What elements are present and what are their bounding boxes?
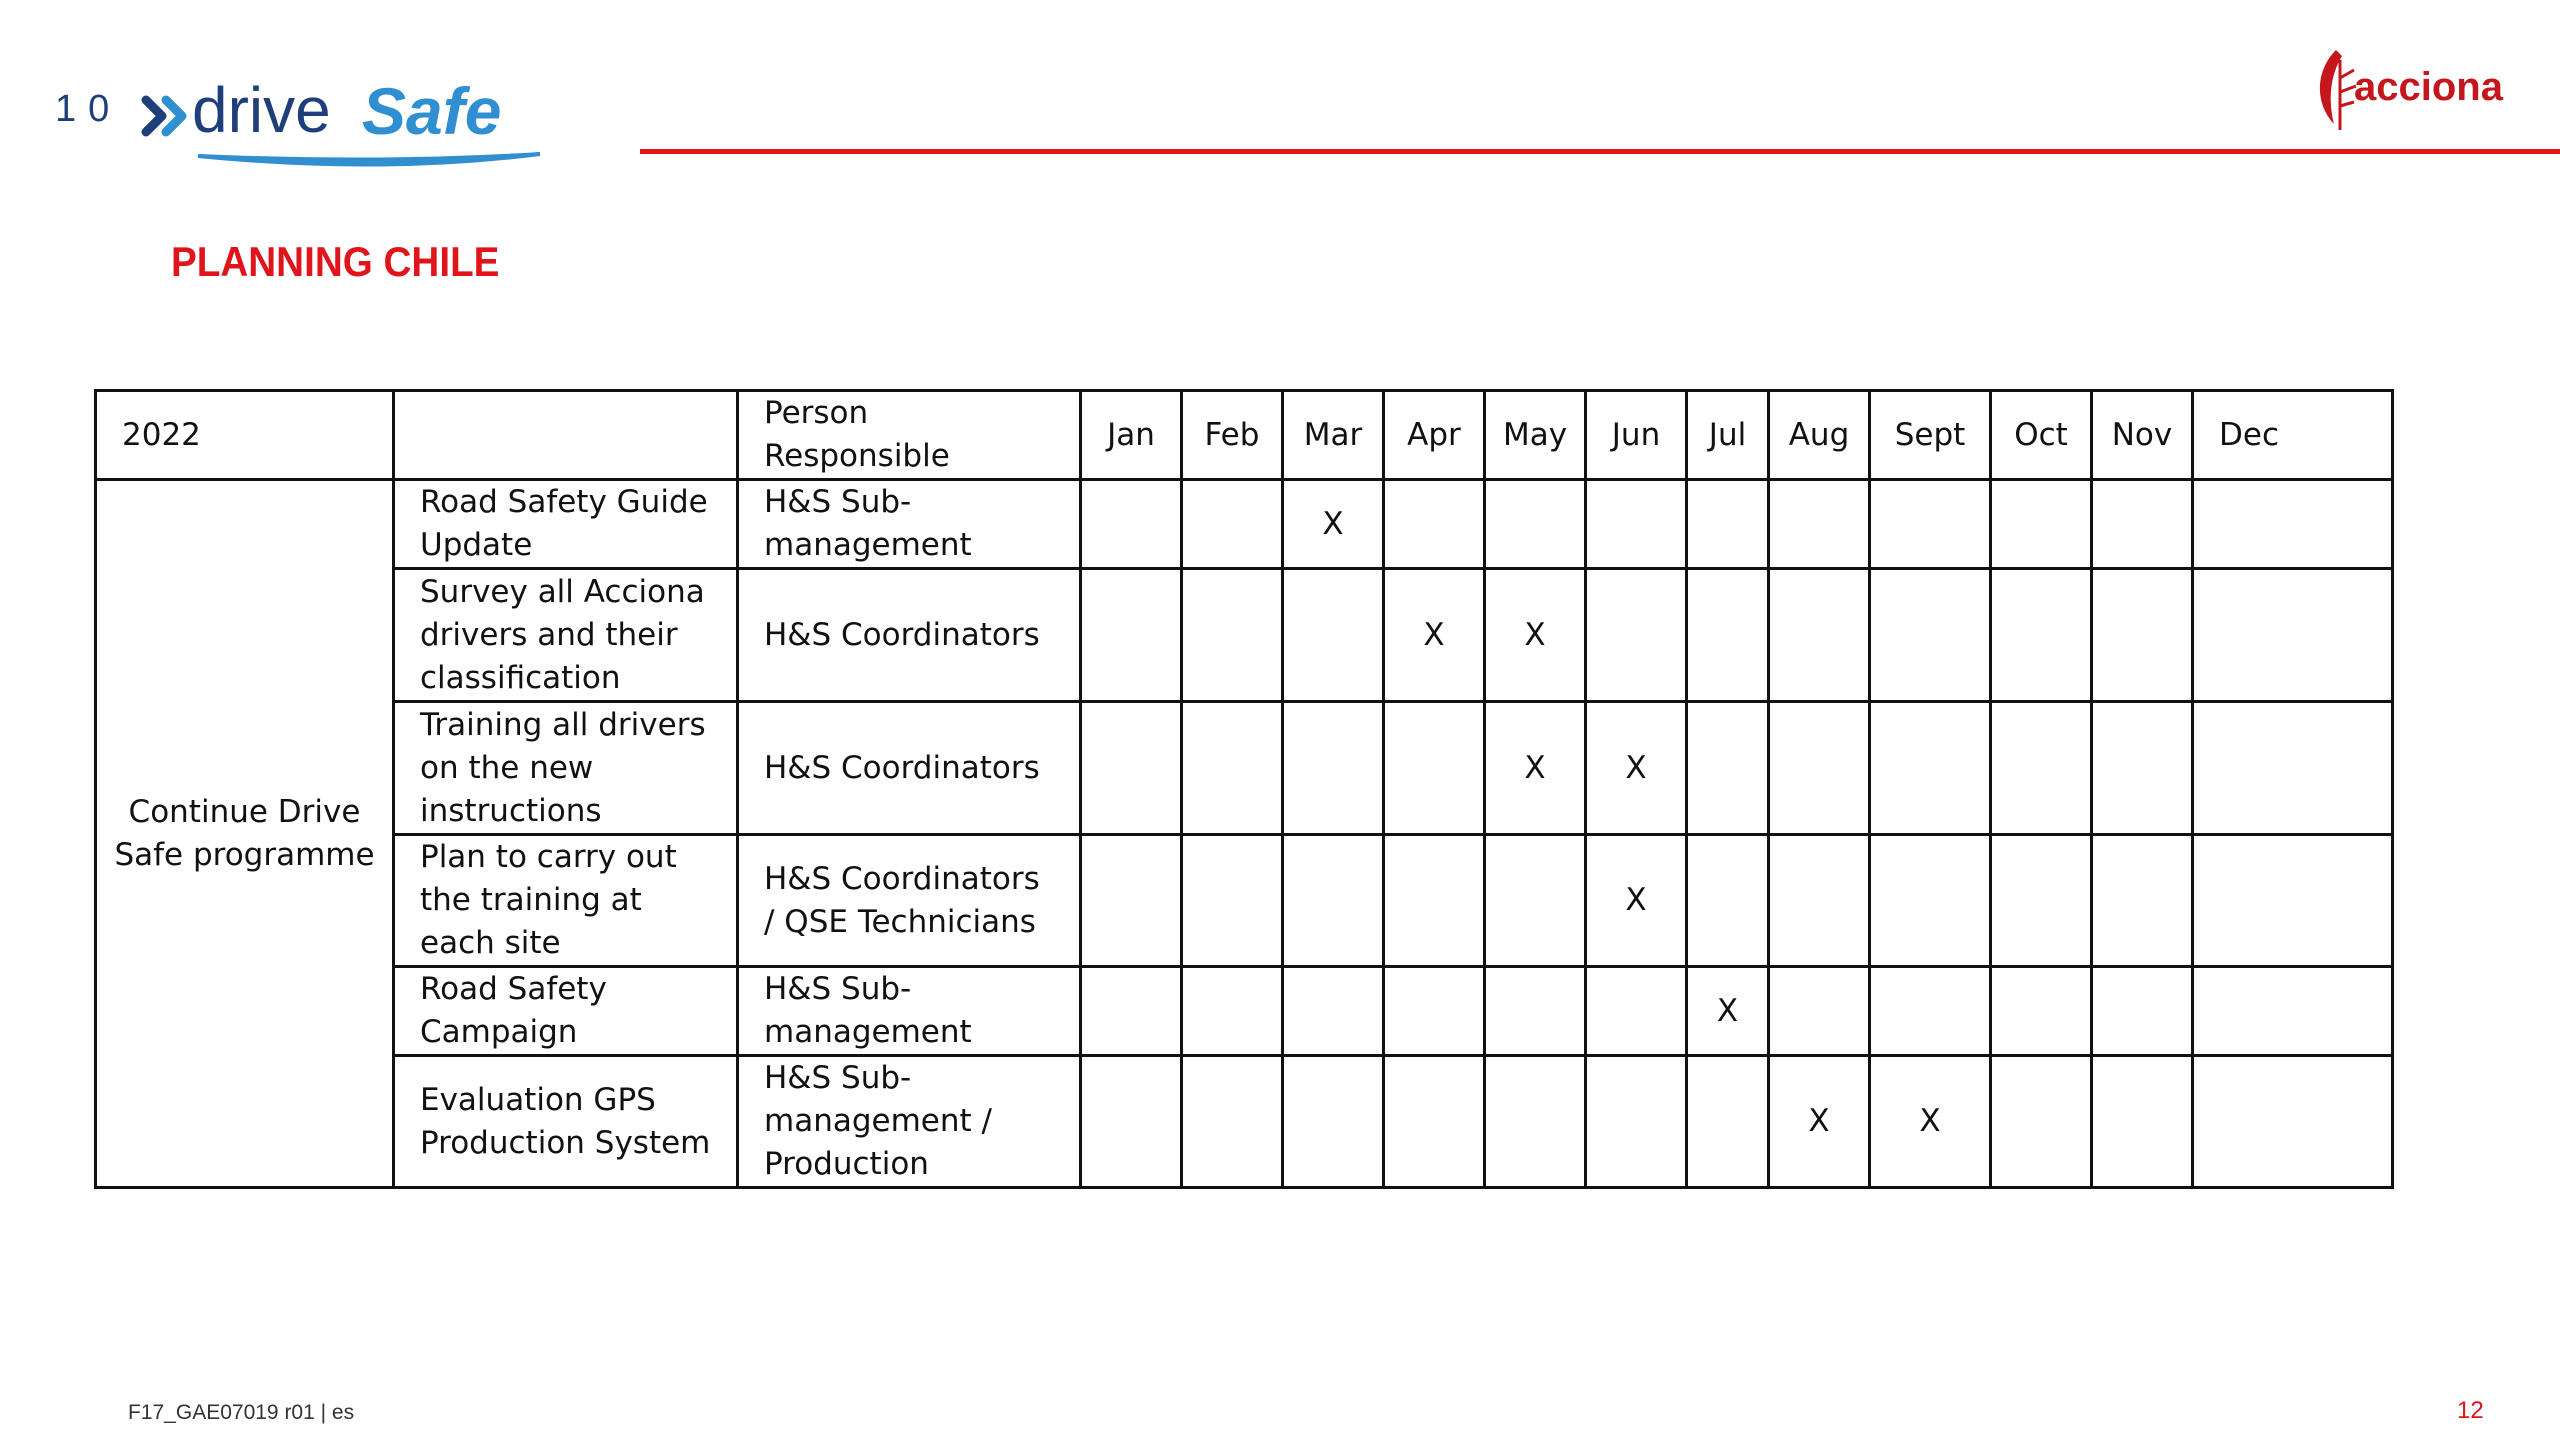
task-cell: Evaluation GPS Production System <box>394 1056 738 1188</box>
month-cell-jan <box>1081 835 1182 967</box>
month-header: Dec <box>2193 391 2393 480</box>
schedule-mark: X <box>1919 1103 1941 1139</box>
month-cell-apr <box>1384 835 1485 967</box>
month-cell-jun <box>1586 835 1687 967</box>
month-cell-dec <box>2193 835 2393 967</box>
month-cell-jan <box>1081 967 1182 1056</box>
month-cell-jun <box>1586 967 1687 1056</box>
month-cell-dec <box>2193 480 2393 569</box>
month-cell-nov <box>2092 569 2193 702</box>
month-cell-jul <box>1687 1056 1769 1188</box>
month-cell-dec <box>2193 1056 2393 1188</box>
month-cell-aug <box>1769 702 1870 835</box>
month-cell-apr <box>1384 702 1485 835</box>
month-cell-nov <box>2092 702 2193 835</box>
drive-safe-logo <box>140 58 560 178</box>
month-cell-dec <box>2193 702 2393 835</box>
schedule-mark: X <box>1524 616 1546 653</box>
task-cell: Survey all Acciona drivers and their classification <box>394 569 738 702</box>
month-cell-dec <box>2193 967 2393 1056</box>
month-cell-nov <box>2092 1056 2193 1188</box>
month-cell-jan <box>1081 702 1182 835</box>
task-cell: Road Safety Guide Update <box>394 480 738 569</box>
month-cell-oct <box>1991 1056 2092 1188</box>
task-cell: Road Safety Campaign <box>394 967 738 1056</box>
person-cell: H&S Sub-management / Production <box>738 1056 1081 1188</box>
table-row <box>96 702 2393 835</box>
task-cell: Plan to carry out the training at each site <box>394 835 738 967</box>
year-header: 2022 <box>96 391 394 480</box>
month-cell-sept <box>1870 835 1991 967</box>
acciona-logo <box>2310 40 2520 140</box>
group-label: Continue Drive Safe programme <box>96 480 394 1188</box>
person-cell: H&S Coordinators <box>738 702 1081 835</box>
table-row <box>96 967 2393 1056</box>
month-cell-jun <box>1586 702 1687 835</box>
month-cell-jul <box>1687 835 1769 967</box>
schedule-mark: X <box>1808 1103 1830 1139</box>
month-cell-jul <box>1687 702 1769 835</box>
month-cell-mar <box>1283 702 1384 835</box>
month-cell-jun <box>1586 1056 1687 1188</box>
month-cell-mar <box>1283 835 1384 967</box>
month-cell-aug <box>1769 835 1870 967</box>
person-cell: H&S Sub-management <box>738 480 1081 569</box>
month-cell-mar <box>1283 967 1384 1056</box>
month-cell-apr <box>1384 967 1485 1056</box>
month-header: Sept <box>1870 391 1991 480</box>
month-cell-feb <box>1182 569 1283 702</box>
schedule-mark: X <box>1625 882 1647 918</box>
month-cell-jul <box>1687 967 1769 1056</box>
month-cell-may <box>1485 967 1586 1056</box>
footer-doc-code: F17_GAE07019 r01 | es <box>128 1401 355 1424</box>
person-cell: H&S Sub-management <box>738 967 1081 1056</box>
task-cell: Training all drivers on the new instructions <box>394 702 738 835</box>
month-cell-aug <box>1769 569 1870 702</box>
month-cell-aug <box>1769 1056 1870 1188</box>
month-header: Feb <box>1182 391 1283 480</box>
month-cell-jul <box>1687 569 1769 702</box>
month-cell-nov <box>2092 480 2193 569</box>
month-header: Apr <box>1384 391 1485 480</box>
double-chevron-icon <box>146 100 182 132</box>
month-cell-may <box>1485 835 1586 967</box>
month-cell-feb <box>1182 480 1283 569</box>
table-row <box>96 1056 2393 1188</box>
month-cell-oct <box>1991 569 2092 702</box>
month-cell-feb <box>1182 967 1283 1056</box>
month-cell-sept <box>1870 967 1991 1056</box>
page-title: PLANNING CHILE <box>171 238 500 285</box>
month-cell-nov <box>2092 835 2193 967</box>
month-cell-apr <box>1384 480 1485 569</box>
month-cell-feb <box>1182 702 1283 835</box>
month-cell-feb <box>1182 1056 1283 1188</box>
footer-page-number: 12 <box>2457 1397 2484 1424</box>
month-cell-mar <box>1283 1056 1384 1188</box>
schedule-mark: X <box>1423 616 1445 653</box>
month-cell-jun <box>1586 569 1687 702</box>
logo-word-drive: drive <box>192 74 331 146</box>
month-cell-jan <box>1081 480 1182 569</box>
schedule-mark: X <box>1716 992 1739 1029</box>
month-header: Mar <box>1283 391 1384 480</box>
task-header-empty <box>394 391 738 480</box>
month-cell-nov <box>2092 967 2193 1056</box>
month-cell-apr <box>1384 569 1485 702</box>
month-cell-may <box>1485 480 1586 569</box>
planning-table-body <box>96 391 2393 1188</box>
slide-number: 10 <box>55 88 122 130</box>
person-cell: H&S Coordinators <box>738 569 1081 702</box>
month-header: Jul <box>1687 391 1769 480</box>
planning-table <box>94 389 2394 1189</box>
month-cell-apr <box>1384 1056 1485 1188</box>
person-cell: H&S Coordinators / QSE Technicians <box>738 835 1081 967</box>
month-cell-sept <box>1870 702 1991 835</box>
month-cell-sept <box>1870 480 1991 569</box>
schedule-mark: X <box>1322 505 1344 542</box>
schedule-mark: X <box>1625 749 1647 786</box>
month-cell-mar <box>1283 480 1384 569</box>
month-cell-may <box>1485 569 1586 702</box>
table-row <box>96 480 2393 569</box>
month-cell-sept <box>1870 1056 1991 1188</box>
month-cell-jan <box>1081 1056 1182 1188</box>
month-header: Aug <box>1769 391 1870 480</box>
table-row <box>96 835 2393 967</box>
month-cell-aug <box>1769 480 1870 569</box>
month-cell-sept <box>1870 569 1991 702</box>
acciona-wordmark: acciona <box>2354 65 2503 109</box>
month-cell-mar <box>1283 569 1384 702</box>
month-cell-jun <box>1586 480 1687 569</box>
logo-word-safe: Safe <box>362 74 502 148</box>
month-cell-dec <box>2193 569 2393 702</box>
month-cell-may <box>1485 1056 1586 1188</box>
month-cell-may <box>1485 702 1586 835</box>
month-header: Jun <box>1586 391 1687 480</box>
month-cell-oct <box>1991 480 2092 569</box>
header-rule <box>640 149 2560 154</box>
month-header: Oct <box>1991 391 2092 480</box>
table-row <box>96 569 2393 702</box>
month-header: May <box>1485 391 1586 480</box>
month-cell-jan <box>1081 569 1182 702</box>
month-cell-oct <box>1991 967 2092 1056</box>
schedule-mark: X <box>1524 749 1546 786</box>
month-cell-aug <box>1769 967 1870 1056</box>
month-cell-jul <box>1687 480 1769 569</box>
month-header: Nov <box>2092 391 2193 480</box>
leaf-icon <box>2320 50 2356 130</box>
month-cell-oct <box>1991 835 2092 967</box>
person-header: Person Responsible <box>738 391 1081 480</box>
month-header: Jan <box>1081 391 1182 480</box>
month-cell-feb <box>1182 835 1283 967</box>
table-header-row <box>96 391 2393 480</box>
month-cell-oct <box>1991 702 2092 835</box>
swoosh-underline <box>198 154 540 165</box>
